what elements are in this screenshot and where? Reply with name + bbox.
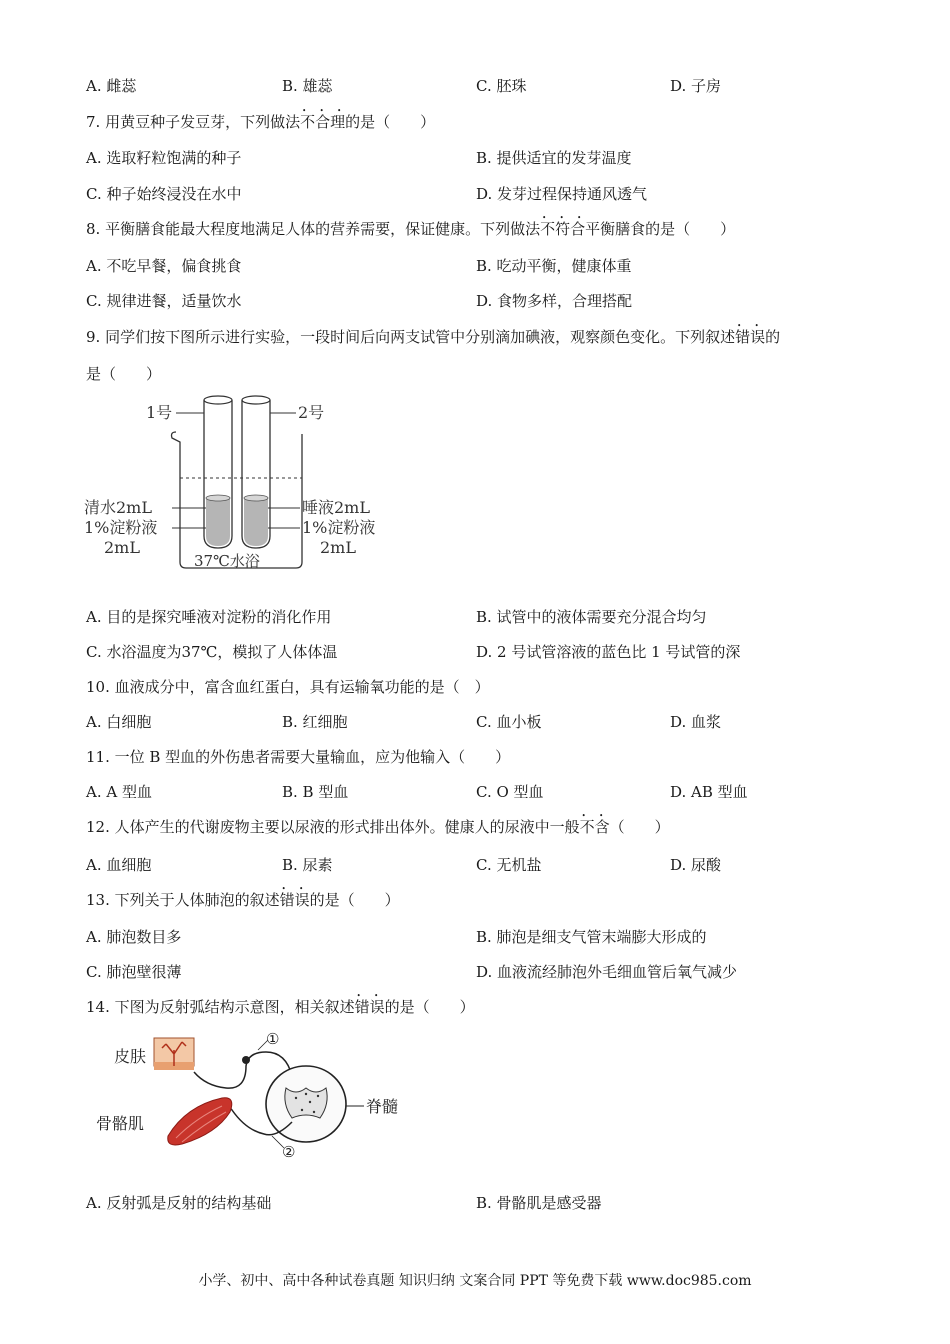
q8-emphasis: • • • 不符合 — [540, 219, 585, 239]
q6-option-a[interactable]: A. 雌蕊 — [86, 77, 137, 95]
water-bath-label: 37℃水浴 — [194, 552, 260, 570]
q13-option-a[interactable]: A. 肺泡数目多 — [86, 928, 182, 946]
q7-stem: 7. 用黄豆种子发豆芽，下列做法• • • 不合理的是（ ） — [86, 112, 435, 132]
q10-option-a[interactable]: A. 白细胞 — [86, 713, 152, 731]
q7-option-a[interactable]: A. 选取籽粒饱满的种子 — [86, 149, 242, 167]
muscle-shape — [168, 1098, 232, 1145]
tube-1-label: 1号 — [146, 403, 173, 422]
left-label-3: 2mL — [104, 538, 140, 557]
q8-stem: 8. 平衡膳食能最大程度地满足人体的营养需要，保证健康。下列做法• • • 不符合平衡膳食的是（ ） — [86, 219, 735, 239]
q7-emphasis: • • • 不合理 — [300, 112, 345, 132]
q6-option-d[interactable]: D. 子房 — [670, 77, 722, 95]
skin-label: 皮肤 — [114, 1047, 147, 1066]
left-label-1: 清水2mL — [84, 498, 152, 517]
q13-option-d[interactable]: D. 血液流经肺泡外毛细血管后氧气减少 — [476, 963, 738, 981]
q12-option-a[interactable]: A. 血细胞 — [86, 856, 152, 874]
q11-option-d[interactable]: D. AB 型血 — [670, 783, 748, 801]
q12-option-b[interactable]: B. 尿素 — [282, 856, 333, 874]
q10-stem: 10. 血液成分中，富含血红蛋白，具有运输氧功能的是（ ） — [86, 678, 490, 696]
q12-option-d[interactable]: D. 尿酸 — [670, 856, 722, 874]
q7-option-c[interactable]: C. 种子始终浸没在水中 — [86, 185, 242, 203]
q11-option-a[interactable]: A. A 型血 — [86, 783, 152, 801]
q8-option-b[interactable]: B. 吃动平衡，健康体重 — [476, 257, 632, 275]
q12-emphasis: • • 不含 — [580, 817, 610, 837]
marker-1: ① — [266, 1030, 280, 1048]
q6-option-b[interactable]: B. 雄蕊 — [282, 77, 333, 95]
q14-option-b[interactable]: B. 骨骼肌是感受器 — [476, 1194, 602, 1212]
q9-option-c[interactable]: C. 水浴温度为37℃，模拟了人体体温 — [86, 643, 338, 661]
q8-option-d[interactable]: D. 食物多样，合理搭配 — [476, 292, 633, 310]
q9-experiment-figure — [84, 390, 404, 580]
right-label-1: 唾液2mL — [302, 498, 370, 517]
q9-option-b[interactable]: B. 试管中的液体需要充分混合均匀 — [476, 608, 707, 626]
q12-option-c[interactable]: C. 无机盐 — [476, 856, 542, 874]
q9-emphasis: • • 错误 — [735, 327, 765, 347]
q13-emphasis: • • 错误 — [280, 890, 310, 910]
page-footer: 小学、初中、高中各种试卷真题 知识归纳 文案合同 PPT 等免费下载 www.doc985.com — [198, 1273, 752, 1289]
marker-2: ② — [282, 1143, 296, 1161]
q14-option-a[interactable]: A. 反射弧是反射的结构基础 — [86, 1194, 272, 1212]
q9-stem-line2: 是（ ） — [86, 365, 162, 383]
q9-stem: 9. 同学们按下图所示进行实验，一段时间后向两支试管中分别滴加碘液，观察颜色变化。下列叙述• • 错误的 — [86, 327, 780, 347]
q7-option-b[interactable]: B. 提供适宜的发芽温度 — [476, 149, 632, 167]
right-label-3: 2mL — [320, 538, 356, 557]
q10-option-d[interactable]: D. 血浆 — [670, 713, 722, 731]
q13-option-c[interactable]: C. 肺泡壁很薄 — [86, 963, 182, 981]
q14-reflex-arc-figure — [96, 1026, 406, 1166]
q13-stem: 13. 下列关于人体肺泡的叙述• • 错误的是（ ） — [86, 890, 400, 910]
tube-1-liquid — [206, 498, 230, 546]
beaker-shape — [172, 432, 303, 568]
q9-option-a[interactable]: A. 目的是探究唾液对淀粉的消化作用 — [86, 608, 332, 626]
q11-stem: 11. 一位 B 型血的外伤患者需要大量输血，应为他输入（ ） — [86, 748, 511, 766]
right-label-2: 1%淀粉液 — [302, 518, 376, 537]
gray-matter — [285, 1088, 327, 1118]
q8-option-c[interactable]: C. 规律进餐，适量饮水 — [86, 292, 242, 310]
q14-stem: 14. 下图为反射弧结构示意图，相关叙述• • 错误的是（ ） — [86, 997, 475, 1017]
muscle-label: 骨骼肌 — [96, 1114, 145, 1133]
q6-option-c[interactable]: C. 胚珠 — [476, 77, 527, 95]
q10-option-b[interactable]: B. 红细胞 — [282, 713, 348, 731]
tube-2-label: 2号 — [298, 403, 325, 422]
tube-2-liquid — [244, 498, 268, 546]
q8-option-a[interactable]: A. 不吃早餐，偏食挑食 — [86, 257, 242, 275]
q9-option-d[interactable]: D. 2 号试管溶液的蓝色比 1 号试管的深 — [476, 643, 741, 661]
q14-emphasis: • • 错误 — [355, 997, 385, 1017]
q10-option-c[interactable]: C. 血小板 — [476, 713, 542, 731]
q11-option-b[interactable]: B. B 型血 — [282, 783, 349, 801]
q7-option-d[interactable]: D. 发芽过程保持通风透气 — [476, 185, 648, 203]
q11-option-c[interactable]: C. O 型血 — [476, 783, 544, 801]
spine-label: 脊髓 — [366, 1097, 399, 1116]
q13-option-b[interactable]: B. 肺泡是细支气管末端膨大形成的 — [476, 928, 707, 946]
q12-stem: 12. 人体产生的代谢废物主要以尿液的形式排出体外。健康人的尿液中一般• • 不含（ ） — [86, 817, 670, 837]
left-label-2: 1%淀粉液 — [84, 518, 158, 537]
